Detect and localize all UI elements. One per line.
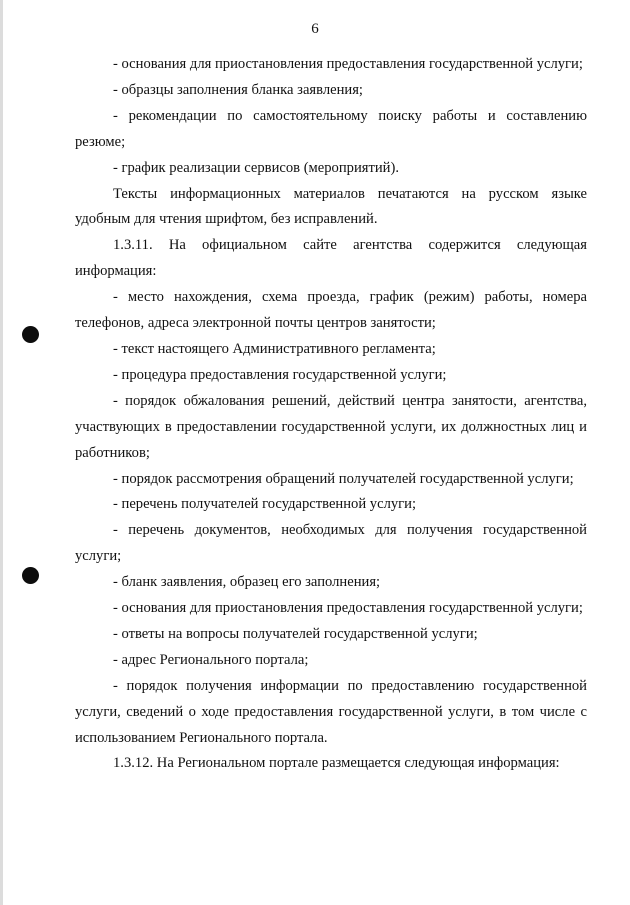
document-body	[75, 52, 587, 777]
list-item: - график реализации сервисов (мероприятий).	[113, 159, 399, 176]
punch-hole-mark	[22, 326, 39, 343]
section-paragraph: 1.3.12. На Региональном портале размещается следующая информация:	[113, 755, 560, 772]
list-item: - адрес Регионального портала;	[113, 651, 309, 668]
list-item: - основания для приостановления предоставления государственной услуги;	[113, 600, 583, 617]
list-item: - образцы заполнения бланка заявления;	[113, 81, 363, 98]
list-item: - порядок рассмотрения обращений получателей государственной услуги;	[113, 470, 574, 487]
list-item: - порядок обжалования решений, действий центра занятости, агентства, участвующих в предоставлении государственной услуги, их должностных лиц и работников;	[75, 392, 587, 461]
list-item: - порядок получения информации по предоставлению государственной услуги, сведений о ходе предоставления государственной услуги, в том числе с использованием Регионального портала.	[75, 677, 587, 746]
list-item: - место нахождения, схема проезда, график (режим) работы, номера телефонов, адреса электронной почты центров занятости;	[75, 289, 587, 332]
paragraph: Тексты информационных материалов печатаются на русском языке удобным для чтения шрифтом, без исправлений.	[75, 185, 587, 228]
list-item: - перечень документов, необходимых для получения государственной услуги;	[75, 522, 587, 565]
list-item: - процедура предоставления государственной услуги;	[113, 366, 447, 383]
list-item: - основания для приостановления предоставления государственной услуги;	[113, 56, 583, 72]
list-item: - текст настоящего Административного регламента;	[113, 340, 436, 357]
scan-edge	[0, 0, 3, 905]
list-item: - рекомендации по самостоятельному поиску работы и составлению резюме;	[75, 107, 587, 150]
punch-hole-mark	[22, 567, 39, 584]
section-paragraph: 1.3.11. На официальном сайте агентства содержится следующая информация:	[75, 237, 587, 280]
list-item: - перечень получателей государственной услуги;	[113, 496, 417, 513]
list-item: - бланк заявления, образец его заполнения;	[113, 574, 381, 591]
list-item: - ответы на вопросы получателей государственной услуги;	[113, 625, 478, 642]
page-number: 6	[311, 21, 319, 37]
